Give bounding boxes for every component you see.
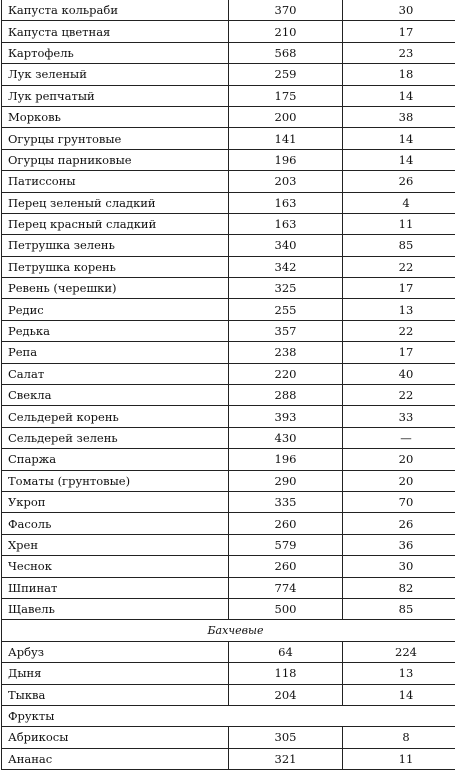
section-row	[2, 705, 455, 726]
value-2-cell: 11	[343, 213, 455, 234]
value-2-cell: 13	[343, 663, 455, 684]
product-name-cell: Укроп	[2, 491, 229, 512]
table-row	[2, 598, 455, 619]
value-1-cell: 568	[229, 42, 343, 63]
value-2-cell: 17	[343, 278, 455, 299]
product-name-cell: Щавель	[2, 598, 229, 619]
value-1-cell: 118	[229, 663, 343, 684]
table-row	[2, 0, 455, 21]
product-name-cell: Ревень (черешки)	[2, 278, 229, 299]
value-1-cell: 259	[229, 64, 343, 85]
value-1-cell: 335	[229, 491, 343, 512]
value-1-cell: 579	[229, 534, 343, 555]
value-2-cell: 14	[343, 684, 455, 705]
table-row	[2, 727, 455, 748]
table-row	[2, 748, 455, 769]
value-1-cell: 200	[229, 106, 343, 127]
table-row	[2, 363, 455, 384]
product-name-cell: Сельдерей зелень	[2, 427, 229, 448]
product-name-cell: Огурцы парниковые	[2, 149, 229, 170]
value-1-cell: 255	[229, 299, 343, 320]
value-2-cell: 33	[343, 406, 455, 427]
value-2-cell: 224	[343, 641, 455, 662]
value-2-cell: —	[343, 427, 455, 448]
value-1-cell: 163	[229, 213, 343, 234]
product-name-cell: Капуста кольраби	[2, 0, 229, 21]
value-1-cell: 357	[229, 320, 343, 341]
value-2-cell: 22	[343, 320, 455, 341]
product-name-cell: Огурцы грунтовые	[2, 128, 229, 149]
value-1-cell: 163	[229, 192, 343, 213]
value-1-cell: 203	[229, 171, 343, 192]
nutrition-table	[1, 0, 455, 770]
value-1-cell: 175	[229, 85, 343, 106]
table-row	[2, 64, 455, 85]
table-row	[2, 684, 455, 705]
value-2-cell: 85	[343, 598, 455, 619]
value-2-cell: 30	[343, 0, 455, 21]
value-1-cell: 321	[229, 748, 343, 769]
value-2-cell: 22	[343, 256, 455, 277]
product-name-cell: Перец зеленый сладкий	[2, 192, 229, 213]
section-row	[2, 620, 455, 641]
product-name-cell: Томаты (грунтовые)	[2, 470, 229, 491]
value-1-cell: 260	[229, 513, 343, 534]
product-name-cell: Капуста цветная	[2, 21, 229, 42]
product-name-cell: Репа	[2, 342, 229, 363]
table-row	[2, 21, 455, 42]
value-1-cell: 290	[229, 470, 343, 491]
value-1-cell: 393	[229, 406, 343, 427]
value-2-cell: 26	[343, 171, 455, 192]
value-1-cell: 288	[229, 385, 343, 406]
table-row	[2, 235, 455, 256]
value-1-cell: 325	[229, 278, 343, 299]
product-name-cell: Салат	[2, 363, 229, 384]
product-name-cell: Тыква	[2, 684, 229, 705]
product-name-cell: Редька	[2, 320, 229, 341]
value-1-cell: 260	[229, 556, 343, 577]
product-name-cell: Лук репчатый	[2, 85, 229, 106]
value-2-cell: 20	[343, 449, 455, 470]
value-1-cell: 196	[229, 149, 343, 170]
product-name-cell: Лук зеленый	[2, 64, 229, 85]
value-1-cell: 342	[229, 256, 343, 277]
table-row	[2, 42, 455, 63]
value-2-cell: 13	[343, 299, 455, 320]
value-2-cell: 26	[343, 513, 455, 534]
value-2-cell: 17	[343, 21, 455, 42]
table-row	[2, 449, 455, 470]
value-2-cell: 70	[343, 491, 455, 512]
value-2-cell: 38	[343, 106, 455, 127]
table-row	[2, 342, 455, 363]
value-2-cell: 36	[343, 534, 455, 555]
table-row	[2, 534, 455, 555]
table-row	[2, 213, 455, 234]
product-name-cell: Арбуз	[2, 641, 229, 662]
value-1-cell: 305	[229, 727, 343, 748]
value-2-cell: 14	[343, 149, 455, 170]
table-row	[2, 491, 455, 512]
product-name-cell: Редис	[2, 299, 229, 320]
product-name-cell: Дыня	[2, 663, 229, 684]
value-2-cell: 11	[343, 748, 455, 769]
product-name-cell: Перец красный сладкий	[2, 213, 229, 234]
table-row	[2, 106, 455, 127]
value-1-cell: 238	[229, 342, 343, 363]
value-1-cell: 196	[229, 449, 343, 470]
value-2-cell: 4	[343, 192, 455, 213]
table-row	[2, 128, 455, 149]
table-body	[2, 0, 455, 770]
table-row	[2, 470, 455, 491]
value-2-cell: 40	[343, 363, 455, 384]
product-name-cell: Картофель	[2, 42, 229, 63]
product-name-cell: Свекла	[2, 385, 229, 406]
value-2-cell: 8	[343, 727, 455, 748]
product-name-cell: Чеснок	[2, 556, 229, 577]
product-name-cell: Петрушка зелень	[2, 235, 229, 256]
value-2-cell: 82	[343, 577, 455, 598]
table-row	[2, 256, 455, 277]
value-2-cell: 30	[343, 556, 455, 577]
table-row	[2, 385, 455, 406]
table-row	[2, 406, 455, 427]
table-row	[2, 85, 455, 106]
value-1-cell: 370	[229, 0, 343, 21]
table-row	[2, 192, 455, 213]
product-name-cell: Шпинат	[2, 577, 229, 598]
section-label: Бахчевые	[2, 620, 455, 641]
value-1-cell: 64	[229, 641, 343, 662]
product-name-cell: Хрен	[2, 534, 229, 555]
product-name-cell: Морковь	[2, 106, 229, 127]
value-2-cell: 17	[343, 342, 455, 363]
table-row	[2, 556, 455, 577]
section-label: Фрукты	[2, 705, 455, 726]
product-name-cell: Ананас	[2, 748, 229, 769]
product-name-cell: Фасоль	[2, 513, 229, 534]
value-2-cell: 23	[343, 42, 455, 63]
product-name-cell: Сельдерей корень	[2, 406, 229, 427]
table-row	[2, 577, 455, 598]
value-1-cell: 500	[229, 598, 343, 619]
table-row	[2, 320, 455, 341]
table-row	[2, 427, 455, 448]
value-2-cell: 14	[343, 128, 455, 149]
value-2-cell: 14	[343, 85, 455, 106]
table-row	[2, 299, 455, 320]
value-1-cell: 220	[229, 363, 343, 384]
table-row	[2, 663, 455, 684]
value-2-cell: 20	[343, 470, 455, 491]
product-name-cell: Абрикосы	[2, 727, 229, 748]
value-1-cell: 210	[229, 21, 343, 42]
product-name-cell: Спаржа	[2, 449, 229, 470]
table-row	[2, 278, 455, 299]
product-name-cell: Петрушка корень	[2, 256, 229, 277]
product-name-cell: Патиссоны	[2, 171, 229, 192]
value-1-cell: 204	[229, 684, 343, 705]
table-row	[2, 149, 455, 170]
table-row	[2, 641, 455, 662]
table-row	[2, 171, 455, 192]
value-1-cell: 141	[229, 128, 343, 149]
table-row	[2, 513, 455, 534]
value-2-cell: 85	[343, 235, 455, 256]
value-1-cell: 340	[229, 235, 343, 256]
value-1-cell: 774	[229, 577, 343, 598]
value-2-cell: 22	[343, 385, 455, 406]
value-2-cell: 18	[343, 64, 455, 85]
value-1-cell: 430	[229, 427, 343, 448]
